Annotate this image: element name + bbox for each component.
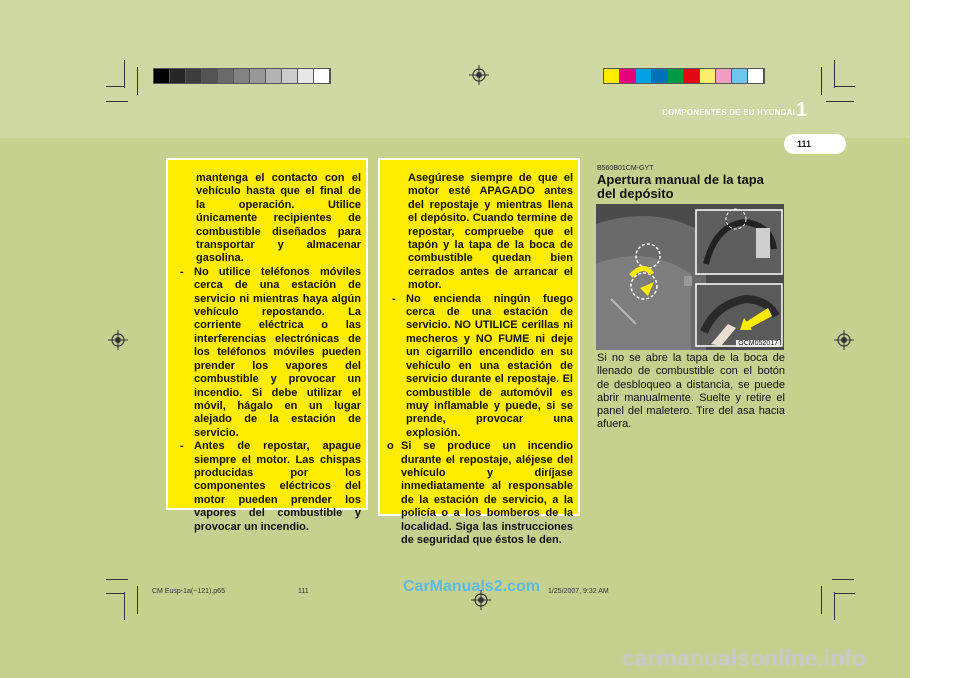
footer-page: 111 [298, 588, 309, 595]
warning-box-right [378, 158, 580, 546]
color-swatch [684, 69, 700, 83]
crop-mark [137, 67, 138, 95]
registration-mark-icon [108, 330, 128, 350]
crop-mark [834, 592, 835, 620]
color-swatch [266, 69, 282, 83]
crop-mark [106, 579, 128, 580]
color-swatch [700, 69, 716, 83]
list-marker: - [180, 265, 184, 278]
crop-mark [106, 593, 124, 594]
footer-file: CM Eusp-1a(~121).p65 [152, 588, 225, 595]
watermark[interactable]: CarManuals2.com [403, 578, 540, 595]
section-heading: Apertura manual de la tapa del depósito [597, 172, 764, 201]
crop-mark [835, 593, 855, 594]
color-swatch [186, 69, 202, 83]
crop-mark [834, 60, 835, 88]
footer-datetime: 1/25/2007, 9:32 AM [548, 588, 609, 595]
color-swatch [604, 69, 620, 83]
crop-mark [821, 67, 822, 95]
color-swatch [282, 69, 298, 83]
page-number: 111 [796, 139, 812, 149]
page-margin [910, 0, 960, 678]
crop-mark [821, 586, 822, 614]
color-swatch [716, 69, 732, 83]
color-swatch [652, 69, 668, 83]
list-item [387, 440, 573, 547]
color-swatch [668, 69, 684, 83]
color-swatch [202, 69, 218, 83]
warning-box-left [166, 158, 368, 533]
color-swatch [748, 69, 764, 83]
color-swatch [170, 69, 186, 83]
registration-mark-icon [834, 330, 854, 350]
list-marker: - [392, 292, 396, 305]
warning-text: mantenga el contacto con el vehículo hasta que el final de la operación. Utilice únicamente recipientes de combustible diseñados para transportar y almacenar gasolina. [196, 172, 361, 265]
color-swatch [234, 69, 250, 83]
warning-text: Asegúrese siempre de que el motor esté APAGADO antes del repostaje y mientras llena el depósito. Cuando termine de repostar, compruebe que el tapón y la tapa de la boca de combustible quedan bien cerrados antes de arrancar el motor. [408, 172, 573, 292]
color-swatch [314, 69, 330, 83]
fuel-door-illustration [596, 204, 784, 350]
list-item-text: No encienda ningún fuego cerca de una estación de servicio. NO UTILICE cerillas ni mecheros y NO FUME ni deje un cigarrillo encendido en su vehículo en una estación de servicio durante el repostaje. El combustible de automóvil es muy inflamable y puede, si se prende, provocar una explosión. [406, 292, 573, 439]
list-item [175, 440, 361, 534]
list-item [387, 293, 573, 440]
footer-site-link[interactable]: carmanualsonline.info [622, 645, 867, 671]
crop-mark [106, 101, 128, 102]
color-swatch [154, 69, 170, 83]
color-swatch [620, 69, 636, 83]
crop-mark [826, 101, 854, 102]
list-item [175, 266, 361, 440]
color-swatch [732, 69, 748, 83]
crop-mark [835, 86, 855, 87]
crop-mark [106, 86, 124, 87]
section-title: COMPONENTES DE SU HYUNDAI [661, 108, 795, 117]
crop-mark [137, 586, 138, 614]
list-item-text: Si se produce un incendio durante el repostaje, aléjese del vehículo y diríjase inmediatamente al responsable de la estación de servicio, a la policía o a los bomberos de la localidad. Siga las instrucciones de seguridad que éstos le den. [401, 440, 573, 546]
crop-mark [124, 592, 125, 620]
color-swatch [298, 69, 314, 83]
section-body: Si no se abre la tapa de la boca de llenado de combustible con el botón de desbloqueo a distancia, se puede abrir manualmente. Suelte y retire el panel del maletero. Tire del asa hacia afuera. [597, 352, 785, 431]
crop-mark [124, 60, 125, 88]
registration-mark-icon [469, 65, 489, 85]
color-swatch-bar [603, 68, 765, 84]
figure-label: OCM052017 [738, 340, 778, 347]
color-swatch [250, 69, 266, 83]
section-code: B560B01CM-GYT [597, 165, 654, 172]
crop-mark [832, 579, 854, 580]
fuel-door-figure [596, 204, 784, 350]
chapter-number: 1 [796, 99, 808, 121]
color-swatch [218, 69, 234, 83]
list-marker: - [180, 440, 184, 453]
color-swatch [636, 69, 652, 83]
list-item-text: Antes de repostar, apague siempre el motor. Las chispas producidas por los componentes eléctricos del motor pueden prender los vapores del combustible y provocar un incendio. [194, 440, 361, 533]
gray-swatch-bar [153, 68, 331, 84]
list-item-text: No utilice teléfonos móviles cerca de una estación de servicio ni mientras haya algún vehículo repostando. La corriente eléctrica o las interferencias electrónicas de los teléfonos móviles pueden prender los vapores del combustible y provocar un incendio. Si debe utilizar el móvil, hágalo en un lugar alejado de la estación de servicio. [194, 265, 361, 439]
list-marker: o [387, 440, 394, 453]
